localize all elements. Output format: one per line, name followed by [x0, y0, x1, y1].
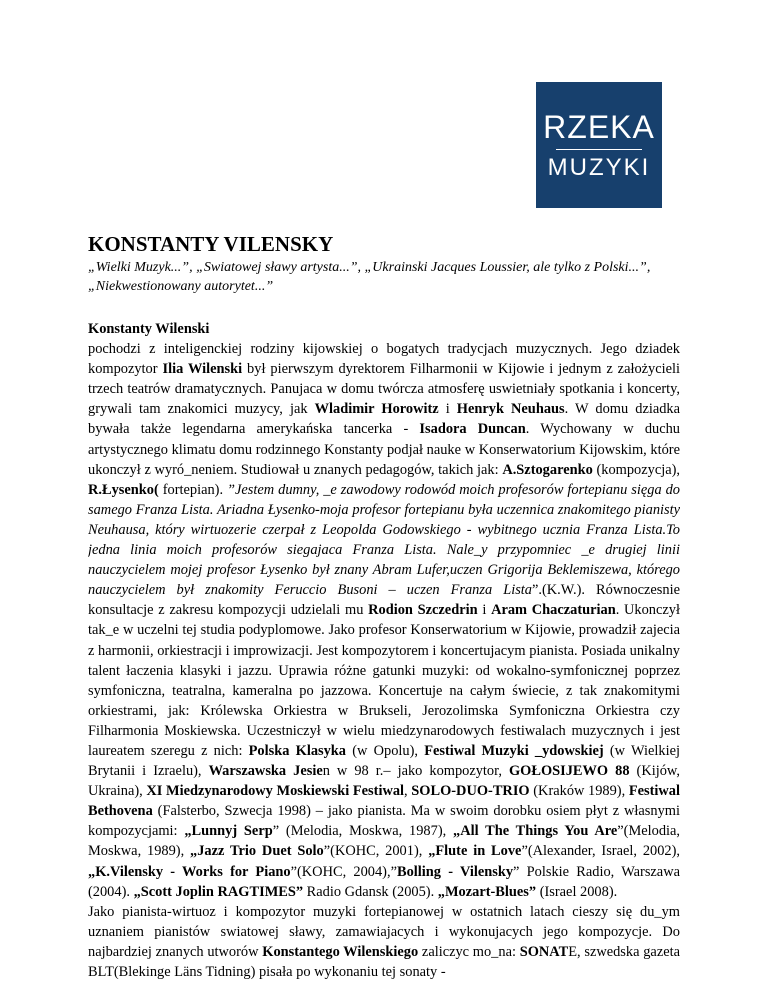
- bold-text: Wladimir Horowitz: [314, 401, 439, 418]
- bold-text: R.Łysenko(: [88, 481, 159, 498]
- bold-text: Festiwal Muzyki _ydowskiej: [424, 742, 604, 759]
- body-text-run: . Ukonczył tak_e w uczelni tej studia podyplomowe. Jako profesor Konserwatorium w Kijowie, prowadził zajecia z harmonii, orkiestracji i improwizacji. Jest kompozytorem i koncertujacym pianista. Posiada unikalny talent łaczenia klasyki i jazzu. Uprawia różne gatunki muzyki: od wokalno-symfonicznej poprzez symfoniczna, teatralna, kameralna po jazzowa. Koncertuje na całym świecie, z tak znakomitymi orkiestrami, jak: Królewska Orkiestra w Brukseli, Jerozolimska Symfoniczna Orkiestra czy Filharmonia Moskiewska. Uczestniczył w wielu miedzynarodowych festiwalach muzycznych i jest laureatem szeregu z nich:: [88, 602, 680, 759]
- body-text-run: pochodzi z inteligenckiej rodziny kijowskiej o bogatych tradycjach muzycznych. Jego dziadek kompozytor: [88, 341, 680, 378]
- bold-text: Isadora Duncan: [419, 421, 526, 438]
- bold-text: SOLO-DUO-TRIO: [411, 783, 530, 800]
- body-text-run: zaliczyc mo_na:: [418, 943, 520, 960]
- bold-text: Polska Klasyka: [248, 742, 347, 759]
- body-text-run: ” (Melodia, Moskwa, 1987),: [272, 823, 454, 840]
- article-paragraph: [88, 339, 680, 982]
- body-text-run: Radio Gdansk (2005).: [303, 883, 438, 900]
- body-text-run: (kompozycja),: [592, 461, 680, 478]
- article-body: [88, 319, 680, 989]
- body-text-run: E, szwedska gazeta BLT(Blekinge Läns Tidning) pisała po wykonaniu tej sonaty -: [88, 943, 680, 980]
- bold-text: Festiwal Bethovena: [88, 783, 680, 820]
- body-text-run: był pierwszym dyrektorem Filharmonii w Kijowie i jednym z założycieli trzech teatrów dramatycznych. Panujaca w domu twórcza atmosferę uswietniały spotkania i koncerty, grywali tam znakomici muzycy, jak: [88, 361, 680, 418]
- body-text-run: ”.(K.W.). Równoczesnie konsultacje z zakresu kompozycji udzielali mu: [88, 582, 680, 619]
- bold-text: „Flute in Love: [428, 843, 522, 860]
- body-text-run: ”(Alexander, Israel, 2002),: [521, 843, 680, 860]
- body-text-run: ”(KOHC, 2001),: [323, 843, 429, 860]
- bold-text: Henryk Neuhaus: [456, 401, 565, 418]
- bold-text: „Scott Joplin RAGTIMES”: [133, 883, 304, 900]
- body-text-run: ”(KOHC, 2004),”: [290, 863, 397, 880]
- body-text-run: . Wychowany w duchu artystycznego klimatu domu rodzinnego Konstanty podjał nauke w Konserwatorium Kijowskim, które ukonczył z wyró_neniem. Studiował u znanych pedagogów, takich jak:: [88, 421, 680, 478]
- bold-text: Warszawska Jesie: [208, 763, 323, 780]
- body-text-run: n w 98 r.– jako kompozytor,: [322, 763, 509, 780]
- body-text-run: (Kraków 1989),: [529, 783, 629, 800]
- body-text-run: . W domu dziadka bywała także legendarna amerykańska tancerka -: [88, 401, 680, 438]
- bold-text: Aram Chaczaturian: [491, 602, 616, 619]
- body-text-run: (Falsterbo, Szwecja 1998) – jako pianista. Ma w swoim dorobku osiem płyt z własnymi kompozycjami:: [88, 803, 680, 840]
- bold-text: GOŁOSIJEWO 88: [508, 763, 630, 780]
- body-text-run: i: [438, 401, 457, 418]
- bold-text: Rodion Szczedrin: [368, 602, 478, 619]
- bold-text: XI Miedzynarodowy Moskiewski Festiwal: [146, 783, 405, 800]
- body-text-run: (Israel 2008).: [536, 883, 618, 900]
- body-text-run: (w Opolu),: [346, 742, 425, 759]
- italic-quote: ”Jestem dumny, _e zawodowy rodowód moich profesorów fortepianu sięga do samego Franza Lista. Ariadna Łysenko-moja profesor fortepianu była uczennica znakomitego pianisty Neuhausa, który wirtuozerie czerpał z Leopolda Godowskiego - wybitnego ucznia Franza Lista.To jedna linia moich profesorów siegajaca Franza Lista. Nale_y przypomniec _e drugiej linii nauczycielem mojej profesor Łysenko był znany Abram Lufer,uczen Grigorija Beklemiszewa, którego nauczycielem był znakomity Feruccio Busoni – uczen Franza Lista: [88, 481, 680, 599]
- page-title: KONSTANTY VILENSKY: [88, 232, 334, 256]
- logo-divider: [556, 149, 642, 150]
- body-text-run: i: [477, 602, 492, 619]
- bold-text: Ilia Wilenski: [162, 361, 243, 378]
- article-name-heading: Konstanty Wilenski: [88, 321, 210, 337]
- logo-line-2: MUZYKI: [547, 154, 651, 181]
- bold-text: Konstantego Wilenskiego: [262, 943, 419, 960]
- body-text-run: Jako pianista-wirtuoz i kompozytor muzyki fortepianowej w ostatnich latach cieszy się du_ym uznaniem pianistów swiatowej sławy, zamawiajacych i wykonujacych jego kompozycje. Do najbardziej znanych utworów: [88, 903, 680, 960]
- body-text-run: fortepian).: [158, 481, 228, 498]
- rzeka-muzyki-logo: [536, 82, 662, 208]
- bold-text: „All The Things You Are: [453, 823, 618, 840]
- bold-text: „Mozart-Blues”: [437, 883, 537, 900]
- bold-text: Bolling - Vilensky: [396, 863, 514, 880]
- bold-text: SONAT: [519, 943, 569, 960]
- body-text-run: ,: [404, 783, 412, 800]
- bold-text: „Jazz Trio Duet Solo: [190, 843, 324, 860]
- logo-line-1: RZEKA: [543, 109, 655, 145]
- body-text-run: (w Wielkiej Brytanii i Izraelu),: [88, 742, 680, 780]
- body-text-run: (Kijów, Ukraina),: [88, 763, 680, 800]
- subtitle-quotes: „Wielki Muzyk...”, „Swiatowej sławy artysta...”, „Ukrainski Jacques Loussier, ale tylko z Polski...”, „Niekwestionowany autorytet...”: [88, 260, 651, 294]
- body-text-run: ” Polskie Radio, Warszawa (2004).: [88, 863, 680, 900]
- bold-text: „Lunnyj Serp: [184, 823, 273, 840]
- bold-text: A.Sztogarenko: [502, 461, 593, 478]
- bold-text: „K.Vilensky - Works for Piano: [88, 863, 291, 880]
- body-text-run: ”(Melodia, Moskwa, 1989),: [88, 823, 680, 860]
